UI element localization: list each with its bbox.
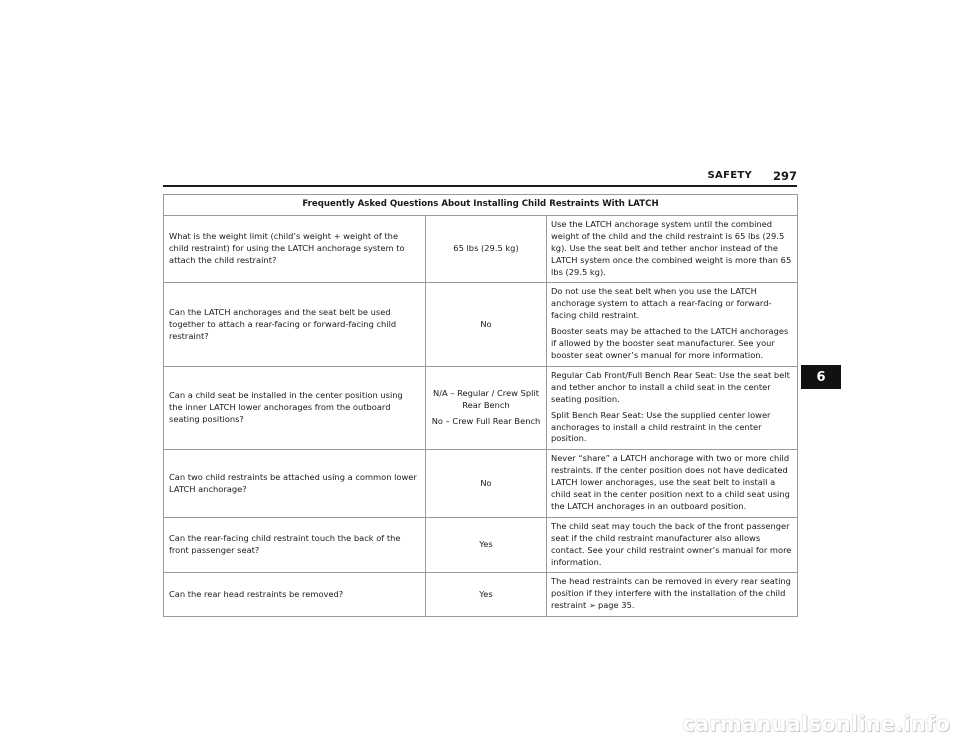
comment-paragraph: Regular Cab Front/Full Bench Rear Seat: Use the seat belt and tether anchor to install a child seat in the center seating position.	[551, 369, 790, 404]
comment-paragraph: Never “share” a LATCH anchorage with two or more child restraints. If the center position does not have dedicated LATCH lower anchorages, use the seat belt to install a child seat in the center position next to a child seat using the LATCH anchorages in an outboard position.	[551, 453, 790, 511]
comments-cell	[547, 366, 798, 449]
answer-line: N/A – Regular / Crew Split Rear Bench	[433, 388, 539, 411]
table-title: Frequently Asked Questions About Installing Child Restraints With LATCH	[164, 195, 798, 216]
comment-paragraph: Booster seats may be attached to the LATCH anchorages if allowed by the booster seat manufacturer. See your booster seat owner’s manual for more information.	[551, 326, 789, 360]
comments-cell	[547, 215, 798, 283]
page-header	[163, 171, 797, 187]
answer-cell	[426, 517, 547, 573]
comment-paragraph: Do not use the seat belt when you use the LATCH anchorage system to attach a rear-facing or forward-facing child restraint.	[551, 286, 772, 321]
page-reference-link[interactable]: page 35.	[597, 600, 635, 611]
table-row	[164, 283, 798, 366]
chapter-tab[interactable]: 6	[801, 365, 841, 389]
question-cell: Can a child seat be installed in the center position using the inner LATCH lower anchorages from the outboard seating positions?	[164, 366, 426, 449]
table-row	[164, 450, 798, 518]
answer-cell	[426, 366, 547, 449]
answer-line: Yes	[479, 588, 493, 599]
question-cell: Can the rear head restraints be removed?	[164, 573, 426, 617]
table-title-row	[164, 195, 798, 216]
table-row	[164, 215, 798, 283]
page-reference-arrow-icon: ➢	[589, 601, 596, 611]
answer-cell	[426, 215, 547, 283]
answer-line: No	[480, 477, 492, 488]
comments-cell	[547, 283, 798, 366]
latch-faq-table	[163, 194, 798, 617]
answer-cell	[426, 573, 547, 617]
comment-paragraph: Split Bench Rear Seat: Use the supplied center lower anchorages to install a child restraint in the center position.	[551, 409, 771, 444]
answer-line: No – Crew Full Rear Bench	[431, 416, 541, 427]
section-title: SAFETY	[707, 170, 752, 181]
watermark: carmanualsonline.info	[682, 712, 950, 736]
comment-text: The head restraints can be removed in every rear seating position if they interfere with the installation of the child restraint	[551, 576, 791, 611]
comment-paragraph: The child seat may touch the back of the front passenger seat if the child restraint manufacturer also allows contact. See your child restraint owner’s manual for more information.	[551, 520, 792, 567]
question-cell: Can the LATCH anchorages and the seat belt be used together to attach a rear-facing or forward-facing child restraint?	[164, 283, 426, 366]
question-cell: Can two child restraints be attached using a common lower LATCH anchorage?	[164, 450, 426, 518]
comments-cell	[547, 573, 798, 617]
question-cell: Can the rear-facing child restraint touch the back of the front passenger seat?	[164, 517, 426, 573]
comment-paragraph: Use the LATCH anchorage system until the combined weight of the child and the child restraint is 65 lbs (29.5 kg). Use the seat belt and tether anchor instead of the LATCH system once the combined weight is more than 65 lbs (29.5 kg).	[551, 218, 792, 277]
page-number: 297	[772, 169, 797, 183]
table-row	[164, 517, 798, 573]
question-cell: What is the weight limit (child’s weight + weight of the child restraint) for using the LATCH anchorage system to attach the child restraint?	[164, 215, 426, 283]
comments-cell	[547, 450, 798, 518]
answer-line: Yes	[479, 539, 493, 550]
table-row	[164, 573, 798, 617]
answer-cell	[426, 450, 547, 518]
table-row	[164, 366, 798, 449]
answer-line: 65 lbs (29.5 kg)	[453, 243, 519, 254]
comment-paragraph	[551, 576, 793, 612]
answer-cell	[426, 283, 547, 366]
comments-cell	[547, 517, 798, 573]
answer-line: No	[480, 318, 492, 329]
